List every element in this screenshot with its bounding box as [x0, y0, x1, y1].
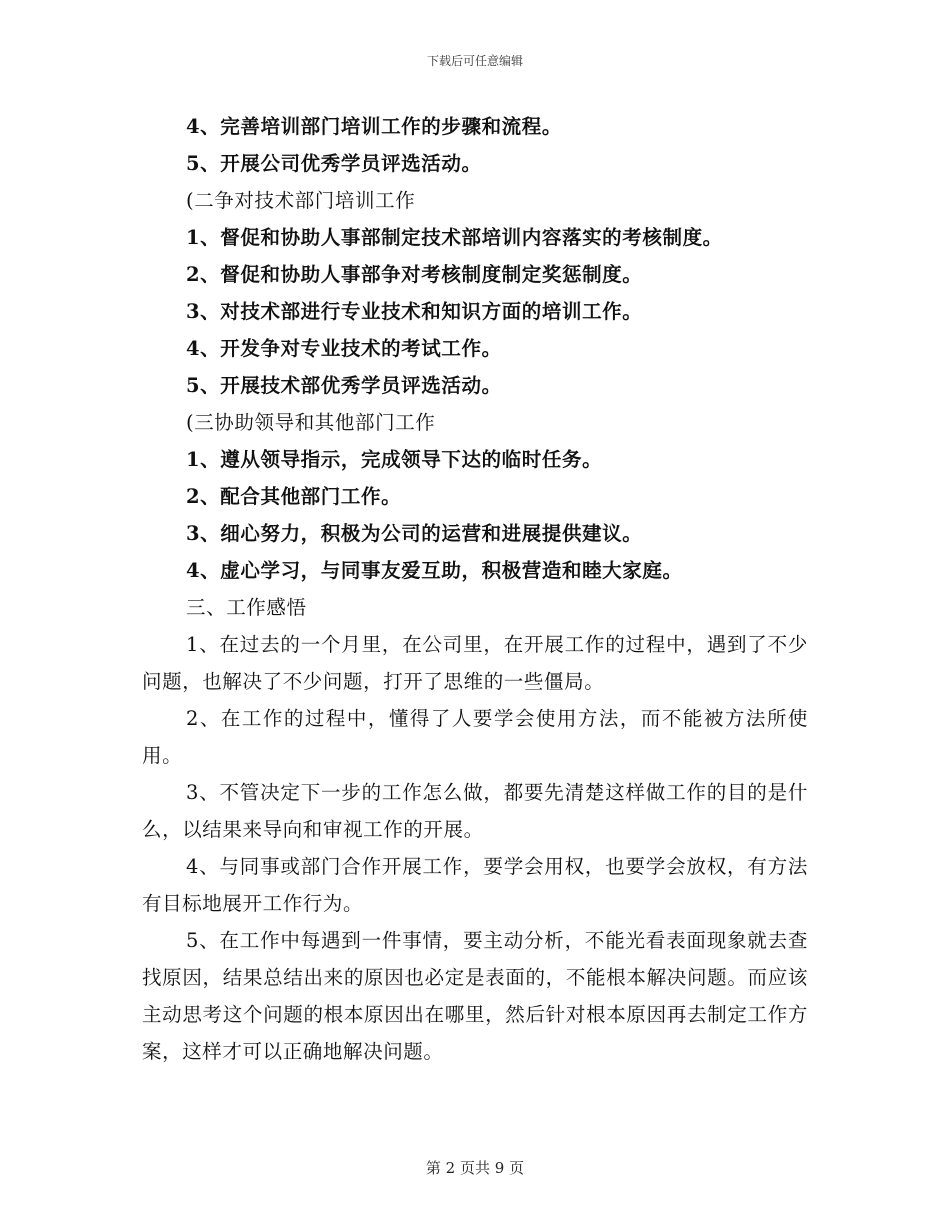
list-item: 5、开展技术部优秀学员评选活动。: [186, 374, 502, 397]
page-number: 第 2 页共 9 页: [425, 1159, 525, 1177]
list-item: 2、配合其他部门工作。: [186, 485, 402, 508]
list-item: 5、开展公司优秀学员评选活动。: [186, 152, 482, 175]
list-item: 2、督促和协助人事部争对考核制度制定奖惩制度。: [186, 263, 643, 286]
section-heading: (三协助领导和其他部门工作: [186, 411, 436, 434]
page-header-note: 下载后可任意编辑: [426, 54, 523, 68]
section-heading: (二争对技术部门培训工作: [186, 189, 416, 212]
paragraph: 1、在过去的一个月里，在公司里，在开展工作的过程中，遇到了不少问题，也解决了不少问题，打开了思维的一些僵局。: [142, 633, 808, 693]
list-item: 4、虚心学习，与同事友爱互助，积极营造和睦大家庭。: [186, 559, 683, 582]
list-item: 1、督促和协助人事部制定技术部培训内容落实的考核制度。: [186, 226, 723, 249]
list-item: 3、细心努力，积极为公司的运营和进展提供建议。: [186, 522, 643, 545]
paragraph: 2、在工作的过程中，懂得了人要学会使用方法，而不能被方法所使用。: [142, 707, 808, 767]
document-body: [142, 108, 808, 1070]
paragraph: 4、与同事或部门合作开展工作，要学会用权，也要学会放权，有方法有目标地展开工作行为。: [142, 855, 808, 915]
list-item: 3、对技术部进行专业技术和知识方面的培训工作。: [186, 300, 643, 323]
list-item: 4、开发争对专业技术的考试工作。: [186, 337, 502, 360]
list-item: 4、完善培训部门培训工作的步骤和流程。: [186, 115, 562, 138]
paragraph: 5、在工作中每遇到一件事情，要主动分析，不能光看表面现象就去查找原因，结果总结出来的原因也必定是表面的，不能根本解决问题。而应该主动思考这个问题的根本原因出在哪里，然后针对根本原因再去制定工作方案，这样才可以正确地解决问题。: [142, 929, 808, 1063]
list-item: 1、遵从领导指示，完成领导下达的临时任务。: [186, 448, 603, 471]
section-heading: 三、工作感悟: [186, 596, 307, 619]
paragraph: 3、不管决定下一步的工作怎么做，都要先清楚这样做工作的目的是什么，以结果来导向和审视工作的开展。: [142, 781, 808, 841]
